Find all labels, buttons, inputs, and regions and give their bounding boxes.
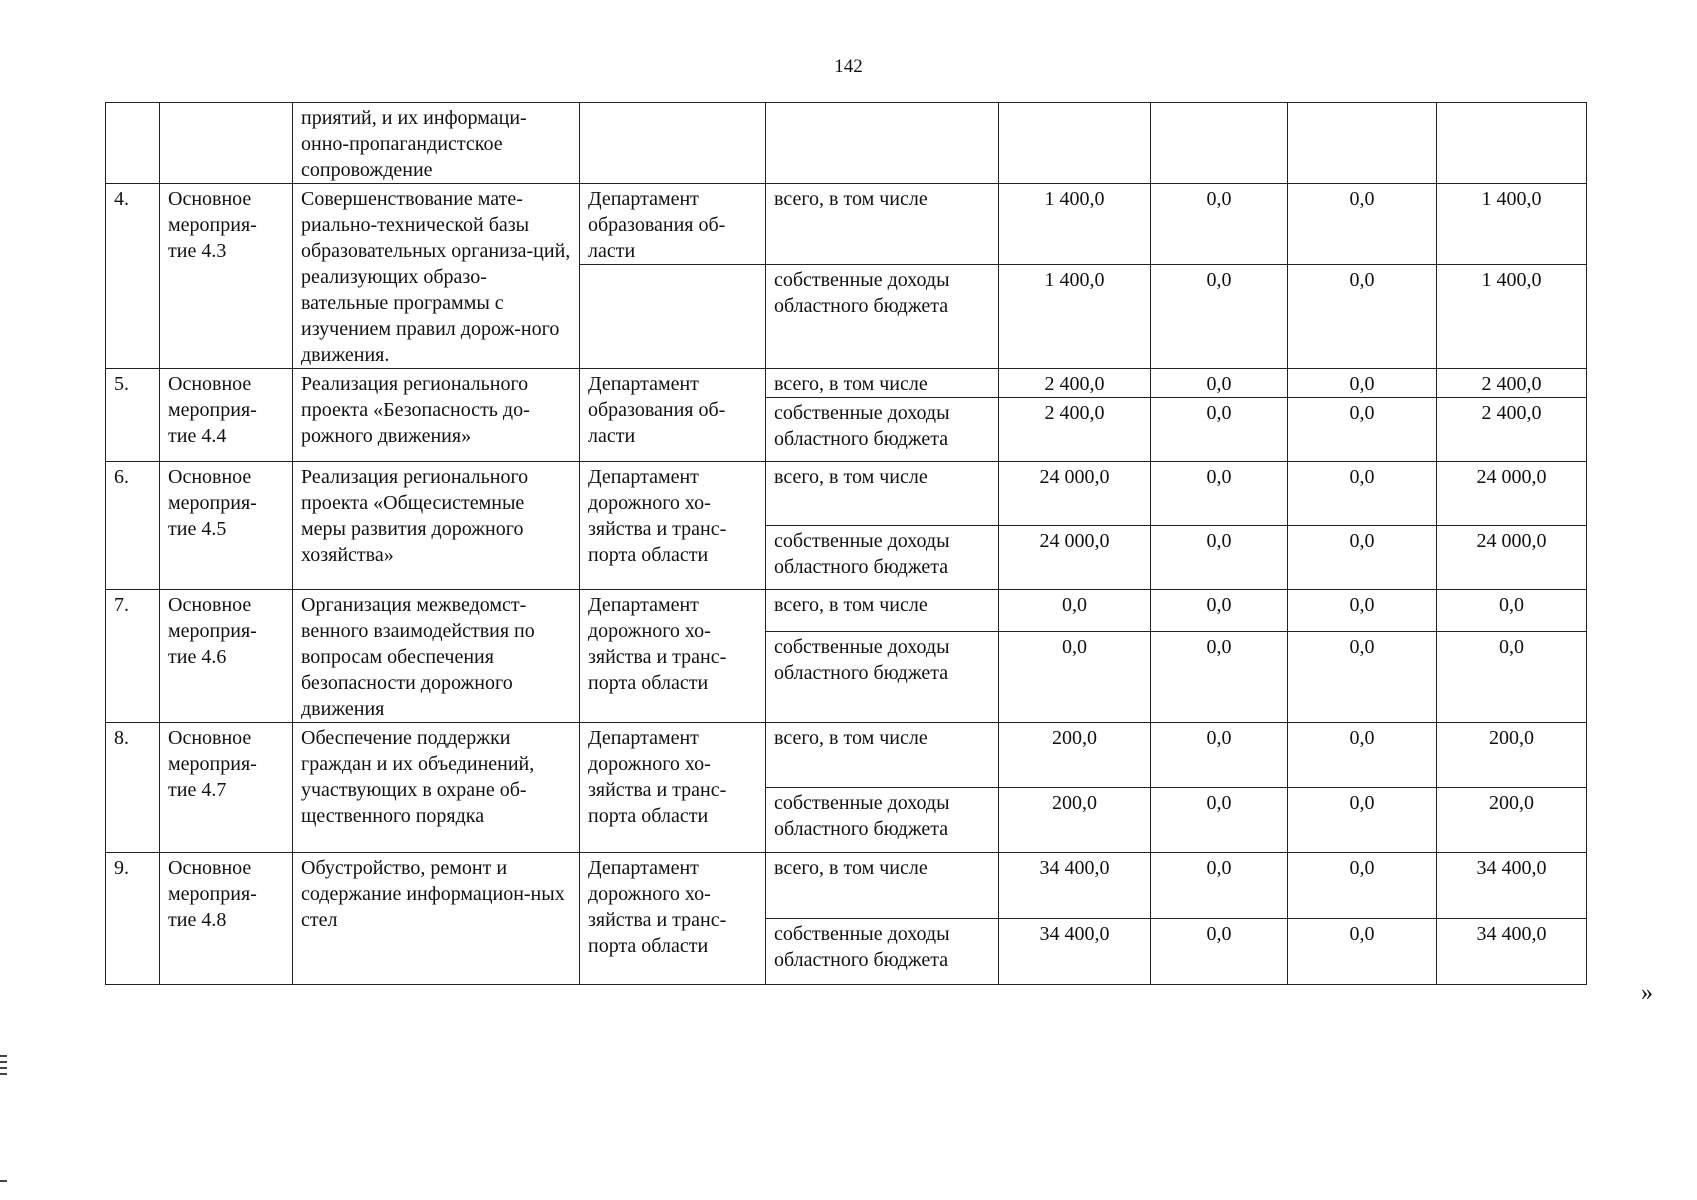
value-cell: 0,0 xyxy=(1151,723,1288,788)
value-cell: 0,0 xyxy=(1151,265,1288,369)
index-cell: 5. xyxy=(106,369,160,462)
value-cell: 0,0 xyxy=(999,631,1151,722)
closing-quote: » xyxy=(1641,980,1653,1006)
value-cell: 2 400,0 xyxy=(999,369,1151,398)
executor-cell: Департамент образования об-ласти xyxy=(580,184,766,265)
value-cell: 2 400,0 xyxy=(1437,398,1587,462)
table-row xyxy=(106,369,1587,398)
description-cell: Обустройство, ремонт и содержание информацион-ных стел xyxy=(293,853,580,985)
value-cell: 0,0 xyxy=(1151,369,1288,398)
value-cell: 200,0 xyxy=(999,723,1151,788)
table-row xyxy=(106,723,1587,788)
description-cell: Реализация регионального проекта «Безопасность до-рожного движения» xyxy=(293,369,580,462)
source-cell xyxy=(766,103,999,184)
value-cell: 0,0 xyxy=(1151,788,1288,853)
scan-margin-marks xyxy=(0,1055,8,1079)
budget-table xyxy=(105,102,1587,985)
event-cell: Основное мероприя-тие 4.5 xyxy=(160,462,293,590)
description-cell: Организация межведомст-венного взаимодействия по вопросам обеспечения безопасности дорожного движения xyxy=(293,590,580,723)
value-cell: 0,0 xyxy=(1151,631,1288,722)
value-cell: 0,0 xyxy=(1288,853,1437,919)
value-cell: 0,0 xyxy=(1288,590,1437,632)
table-row xyxy=(106,462,1587,526)
executor-cell: Департамент дорожного хо-зяйства и транс-порта области xyxy=(580,462,766,590)
value-cell: 0,0 xyxy=(1151,590,1288,632)
index-cell: 6. xyxy=(106,462,160,590)
event-cell: Основное мероприя-тие 4.7 xyxy=(160,723,293,853)
table-row xyxy=(106,184,1587,265)
value-cell: 0,0 xyxy=(1288,631,1437,722)
source-total-label: всего, в том числе xyxy=(766,853,999,919)
executor-cell: Департамент дорожного хо-зяйства и транс-порта области xyxy=(580,853,766,985)
value-cell: 34 400,0 xyxy=(1437,919,1587,985)
event-cell: Основное мероприя-тие 4.4 xyxy=(160,369,293,462)
source-own-label: собственные доходы областного бюджета xyxy=(766,788,999,853)
value-cell: 2 400,0 xyxy=(999,398,1151,462)
executor-cell xyxy=(580,265,766,369)
source-total-label: всего, в том числе xyxy=(766,184,999,265)
value-cell: 24 000,0 xyxy=(999,462,1151,526)
executor-cell xyxy=(580,103,766,184)
value-cell: 0,0 xyxy=(1437,631,1587,722)
value-cell: 0,0 xyxy=(1288,398,1437,462)
page-number: 142 xyxy=(834,56,863,77)
value-cell: 200,0 xyxy=(1437,723,1587,788)
value-cell xyxy=(1151,103,1288,184)
value-cell: 1 400,0 xyxy=(1437,184,1587,265)
event-cell: Основное мероприя-тие 4.8 xyxy=(160,853,293,985)
table-row-continuation xyxy=(106,103,1587,184)
value-cell: 0,0 xyxy=(1151,184,1288,265)
source-own-label: собственные доходы областного бюджета xyxy=(766,265,999,369)
value-cell: 0,0 xyxy=(1151,919,1288,985)
index-cell: 8. xyxy=(106,723,160,853)
value-cell: 0,0 xyxy=(1288,723,1437,788)
source-own-label: собственные доходы областного бюджета xyxy=(766,919,999,985)
value-cell: 34 400,0 xyxy=(999,853,1151,919)
value-cell: 200,0 xyxy=(1437,788,1587,853)
value-cell: 200,0 xyxy=(999,788,1151,853)
value-cell: 0,0 xyxy=(1288,265,1437,369)
source-total-label: всего, в том числе xyxy=(766,590,999,632)
description-cell: Обеспечение поддержки граждан и их объединений, участвующих в охране об-щественного порядка xyxy=(293,723,580,853)
value-cell xyxy=(1288,103,1437,184)
value-cell: 2 400,0 xyxy=(1437,369,1587,398)
value-cell: 0,0 xyxy=(1288,526,1437,590)
description-cell: приятий, и их информаци-онно-пропагандистское сопровождение xyxy=(293,103,580,184)
event-cell: Основное мероприя-тие 4.6 xyxy=(160,590,293,723)
value-cell: 0,0 xyxy=(1151,853,1288,919)
value-cell: 1 400,0 xyxy=(999,184,1151,265)
index-cell: 9. xyxy=(106,853,160,985)
executor-cell: Департамент образования об-ласти xyxy=(580,369,766,462)
value-cell: 0,0 xyxy=(1288,462,1437,526)
value-cell xyxy=(999,103,1151,184)
executor-cell: Департамент дорожного хо-зяйства и транс-порта области xyxy=(580,723,766,853)
event-cell xyxy=(160,103,293,184)
value-cell: 24 000,0 xyxy=(1437,526,1587,590)
value-cell: 0,0 xyxy=(1437,590,1587,632)
value-cell: 0,0 xyxy=(1288,184,1437,265)
index-cell: 7. xyxy=(106,590,160,723)
value-cell: 0,0 xyxy=(1151,462,1288,526)
executor-cell: Департамент дорожного хо-зяйства и транс-порта области xyxy=(580,590,766,723)
scan-margin-dash xyxy=(0,1180,7,1182)
value-cell: 1 400,0 xyxy=(1437,265,1587,369)
table-row xyxy=(106,590,1587,632)
source-total-label: всего, в том числе xyxy=(766,369,999,398)
index-cell xyxy=(106,103,160,184)
description-cell: Совершенствование мате-риально-технической базы образовательных организа-ций, реализующих образо-вательные программы с изучением правил дорож-ного движения. xyxy=(293,184,580,369)
value-cell: 34 400,0 xyxy=(1437,853,1587,919)
source-total-label: всего, в том числе xyxy=(766,462,999,526)
source-own-label: собственные доходы областного бюджета xyxy=(766,398,999,462)
description-cell: Реализация регионального проекта «Общесистемные меры развития дорожного хозяйства» xyxy=(293,462,580,590)
table-row xyxy=(106,853,1587,919)
value-cell: 34 400,0 xyxy=(999,919,1151,985)
value-cell: 0,0 xyxy=(1288,919,1437,985)
value-cell: 0,0 xyxy=(1288,369,1437,398)
event-cell: Основное мероприя-тие 4.3 xyxy=(160,184,293,369)
index-cell: 4. xyxy=(106,184,160,369)
source-total-label: всего, в том числе xyxy=(766,723,999,788)
value-cell: 24 000,0 xyxy=(999,526,1151,590)
value-cell: 24 000,0 xyxy=(1437,462,1587,526)
value-cell: 0,0 xyxy=(1151,526,1288,590)
value-cell: 0,0 xyxy=(999,590,1151,632)
value-cell: 1 400,0 xyxy=(999,265,1151,369)
value-cell xyxy=(1437,103,1587,184)
value-cell: 0,0 xyxy=(1151,398,1288,462)
source-own-label: собственные доходы областного бюджета xyxy=(766,526,999,590)
value-cell: 0,0 xyxy=(1288,788,1437,853)
source-own-label: собственные доходы областного бюджета xyxy=(766,631,999,722)
